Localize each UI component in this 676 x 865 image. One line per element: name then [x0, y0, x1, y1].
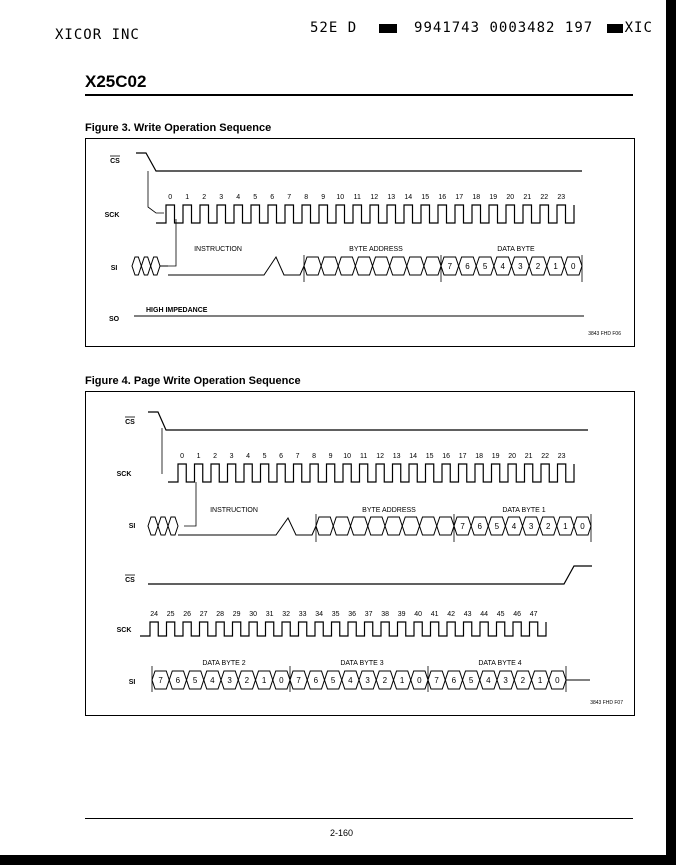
clock-number: 1: [185, 194, 190, 201]
clock-number: 9: [321, 194, 326, 201]
address-bit-cell: [368, 517, 385, 535]
data-byte-2-label: DATA BYTE 2: [202, 660, 246, 667]
sck-signal-label: SCK: [116, 471, 132, 478]
clock-number: 22: [541, 453, 550, 460]
si-signal-label: SI: [128, 523, 136, 530]
si-dontcare-cell: [168, 517, 178, 535]
clock-number: 45: [496, 611, 505, 618]
clock-number: 17: [455, 194, 464, 201]
byte-address-label: BYTE ADDRESS: [349, 246, 403, 253]
clock-number: 33: [298, 611, 307, 618]
data-byte-label: DATA BYTE: [497, 246, 535, 253]
figure3-caption: Figure 3. Write Operation Sequence: [85, 122, 272, 134]
clock-number: 24: [150, 611, 159, 618]
data-byte-2-bit: 1: [261, 676, 267, 685]
clock-number: 39: [397, 611, 406, 618]
clock-number: 16: [438, 194, 447, 201]
clock-number: 18: [472, 194, 481, 201]
clock-number: 18: [475, 453, 484, 460]
clock-number: 14: [404, 194, 413, 201]
clock-number: 11: [353, 194, 361, 201]
si-dontcare-cell: [141, 257, 150, 275]
high-impedance-label: HIGH IMPEDANCE: [146, 307, 208, 314]
figure3-ref: 3843 FHD F06: [588, 331, 621, 337]
sck-signal-label-2: SCK: [116, 627, 132, 634]
data-byte-4-bit: 6: [451, 676, 457, 685]
clock-number: 22: [540, 194, 549, 201]
footer-rule: [85, 818, 633, 819]
clock-number: 8: [304, 194, 309, 201]
clock-number: 2: [202, 194, 207, 201]
clock-number: 20: [506, 194, 515, 201]
figure4-timing-diagram: [86, 392, 634, 715]
data-byte-3-bit: 2: [382, 676, 388, 685]
address-bit-cell: [338, 257, 355, 275]
cs-signal-label: CS: [110, 158, 120, 165]
si-dontcare-cell: [158, 517, 168, 535]
figure4-ref: 3843 FHD F07: [590, 700, 623, 706]
si-signal-label-2: SI: [128, 679, 136, 686]
clock-number: 27: [199, 611, 208, 618]
figure4-caption: Figure 4. Page Write Operation Sequence: [85, 375, 301, 387]
data-byte-3-bit: 6: [313, 676, 319, 685]
data-byte-bit: 2: [535, 262, 541, 271]
data-byte-1-label: DATA BYTE 1: [502, 507, 546, 514]
data-byte-2-bit: 0: [279, 676, 284, 685]
data-byte-4-bit: 0: [555, 676, 560, 685]
clock-number: 4: [246, 453, 251, 460]
sck-signal-label: SCK: [104, 212, 120, 219]
data-byte-1-bit: 2: [545, 522, 551, 531]
clock-number: 3: [229, 453, 234, 460]
data-byte-1-bit: 7: [460, 522, 465, 531]
data-byte-1-bit: 6: [477, 522, 482, 531]
data-byte-bit: 5: [482, 262, 488, 271]
address-bit-cell: [355, 257, 372, 275]
clock-number: 26: [183, 611, 192, 618]
data-byte-2-bit: 7: [158, 676, 163, 685]
clock-number: 36: [348, 611, 357, 618]
company-header: XICOR INC: [55, 27, 140, 43]
black-block-mark: [379, 24, 397, 33]
clock-number: 5: [253, 194, 258, 201]
data-byte-3-bit: 1: [399, 676, 405, 685]
clock-number: 42: [447, 611, 456, 618]
data-byte-4-bit: 4: [486, 676, 491, 685]
clock-number: 4: [236, 194, 241, 201]
clock-number: 43: [463, 611, 472, 618]
instruction-label: INSTRUCTION: [194, 246, 242, 253]
data-byte-4-bit: 3: [503, 676, 508, 685]
data-byte-4-bit: 5: [468, 676, 474, 685]
clock-number: 29: [232, 611, 241, 618]
cs-waveform-2: [148, 566, 592, 584]
data-byte-3-label: DATA BYTE 3: [340, 660, 384, 667]
doc-code-header: [310, 20, 653, 36]
address-bit-cell: [420, 517, 437, 535]
si-dontcare-cell: [132, 257, 141, 275]
clock-number: 7: [295, 453, 300, 460]
address-bit-cell: [390, 257, 407, 275]
clock-number: 17: [458, 453, 467, 460]
data-byte-2-bit: 2: [244, 676, 250, 685]
clock-number: 35: [331, 611, 340, 618]
clock-number: 9: [328, 453, 333, 460]
clock-number: 46: [513, 611, 522, 618]
clock-number: 21: [523, 194, 532, 201]
clock-number: 23: [557, 453, 566, 460]
clock-number: 8: [312, 453, 317, 460]
clock-number: 19: [489, 194, 498, 201]
si-dontcare-cell: [148, 517, 158, 535]
data-byte-2-bit: 4: [210, 676, 215, 685]
clock-number: 41: [430, 611, 439, 618]
clock-number: 19: [491, 453, 500, 460]
si-signal-label: SI: [110, 265, 118, 272]
data-byte-1-bit: 4: [511, 522, 517, 531]
clock-number: 32: [282, 611, 291, 618]
figure4-box: [85, 391, 635, 716]
address-bit-cell: [304, 257, 321, 275]
clock-number: 21: [524, 453, 533, 460]
address-bit-cell: [385, 517, 402, 535]
clock-number: 12: [370, 194, 379, 201]
data-byte-1-bit: 1: [563, 522, 568, 531]
address-bit-cell: [407, 257, 424, 275]
clock-number: 3: [219, 194, 224, 201]
data-byte-4-label: DATA BYTE 4: [478, 660, 522, 667]
data-byte-3-bit: 5: [330, 676, 336, 685]
cs-waveform: [136, 153, 582, 171]
cs-signal-label-2: CS: [125, 577, 135, 584]
data-byte-4-bit: 7: [434, 676, 439, 685]
clock-number: 37: [364, 611, 373, 618]
clock-number: 15: [421, 194, 430, 201]
clock-number: 15: [425, 453, 434, 460]
data-byte-1-bit: 0: [580, 522, 585, 531]
data-byte-1-bit: 3: [528, 522, 534, 531]
clock-number: 14: [409, 453, 418, 460]
clock-number: 2: [213, 453, 218, 460]
sck-waveform-2: [140, 622, 546, 636]
so-signal-label: SO: [108, 316, 120, 323]
clock-number: 1: [196, 453, 201, 460]
data-byte-bit: 1: [553, 262, 558, 271]
clock-number: 23: [557, 194, 566, 201]
clock-number: 10: [343, 453, 352, 460]
page-number: 2-160: [330, 828, 354, 838]
data-byte-4-bit: 2: [520, 676, 526, 685]
address-bit-cell: [437, 517, 454, 535]
address-bit-cell: [373, 257, 390, 275]
figure3-box: [85, 138, 635, 347]
clock-number: 40: [414, 611, 423, 618]
clock-number: 7: [287, 194, 292, 201]
data-byte-1-bit: 5: [494, 522, 500, 531]
black-block-mark: [607, 24, 623, 33]
clock-number: 11: [359, 453, 368, 460]
address-bit-cell: [333, 517, 350, 535]
cs-to-sck-arrow: [148, 171, 164, 213]
clock-number: 13: [392, 453, 401, 460]
clock-number: 6: [279, 453, 284, 460]
instruction-label: INSTRUCTION: [210, 507, 258, 514]
data-byte-bit: 0: [570, 262, 576, 271]
clock-number: 16: [442, 453, 451, 460]
data-byte-3-bit: 0: [417, 676, 422, 685]
code-right: XIC: [624, 20, 653, 36]
clock-number: 31: [265, 611, 274, 618]
clock-number: 30: [249, 611, 258, 618]
data-byte-4-bit: 1: [537, 676, 543, 685]
data-byte-bit: 4: [500, 262, 505, 271]
title-rule: [85, 94, 633, 96]
code-left: 52E D: [310, 20, 358, 36]
data-byte-3-bit: 3: [365, 676, 370, 685]
byte-address-label: BYTE ADDRESS: [362, 507, 416, 514]
sck-to-si-arrow: [168, 219, 176, 266]
si-instruction-waveform: [168, 257, 304, 275]
figure3-timing-diagram: [86, 139, 634, 346]
data-byte-3-bit: 7: [296, 676, 301, 685]
data-byte-2-bit: 5: [192, 676, 198, 685]
clock-number: 20: [508, 453, 517, 460]
data-byte-bit: 7: [447, 262, 453, 271]
data-byte-bit: 3: [518, 262, 523, 271]
address-bit-cell: [424, 257, 441, 275]
sck-to-si-arrow: [184, 482, 196, 526]
clock-number: 13: [387, 194, 396, 201]
data-byte-3-bit: 4: [348, 676, 353, 685]
cs-signal-label: CS: [125, 419, 135, 426]
clock-number: 6: [270, 194, 275, 201]
address-bit-cell: [321, 257, 338, 275]
sck-waveform: [168, 464, 574, 482]
clock-number: 38: [381, 611, 390, 618]
clock-number: 44: [480, 611, 489, 618]
clock-number: 12: [376, 453, 385, 460]
sck-waveform: [156, 205, 574, 223]
cs-waveform: [148, 412, 588, 430]
clock-number: 0: [168, 194, 173, 201]
part-title: X25C02: [85, 72, 147, 91]
clock-number: 10: [336, 194, 345, 201]
clock-number: 5: [262, 453, 267, 460]
data-byte-bit: 6: [465, 262, 470, 271]
data-byte-2-bit: 3: [227, 676, 232, 685]
clock-number: 34: [315, 611, 324, 618]
address-bit-cell: [351, 517, 368, 535]
clock-number: 25: [166, 611, 175, 618]
si-instruction-waveform: [178, 518, 316, 535]
clock-number: 28: [216, 611, 225, 618]
address-bit-cell: [402, 517, 419, 535]
clock-number: 47: [529, 611, 538, 618]
address-bit-cell: [316, 517, 333, 535]
clock-number: 0: [180, 453, 185, 460]
code-numbers: 9941743 0003482 197: [414, 20, 594, 36]
data-byte-2-bit: 6: [175, 676, 181, 685]
si-dontcare-cell: [151, 257, 160, 275]
